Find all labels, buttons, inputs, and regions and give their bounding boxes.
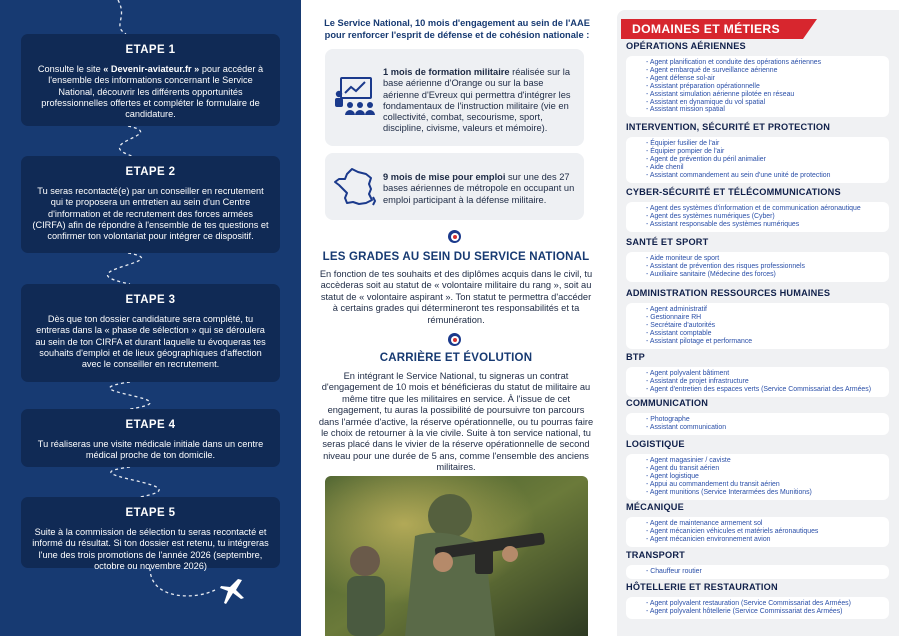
domain-title: MÉCANIQUE (626, 502, 684, 512)
job-item: - Auxiliaire sanitaire (Médecine des forces) (646, 271, 885, 279)
job-item: - Gestionnaire RH (646, 314, 885, 322)
training-icon (333, 76, 375, 116)
job-item: - Agent de prévention du péril animalier (646, 156, 885, 164)
job-item: - Équipier pompier de l'air (646, 148, 885, 156)
training-text: 1 mois de formation militaire réalisée sur la base aérienne d'Orange ou sur la base aérienne d'Evreux qui permettra d'intégrer les fondamentaux de l'instruction militaire (vie en collectivité, combat, secourisme, sport, discipline, civisme, valeurs et mémoire). (383, 67, 571, 134)
domain-title: SANTÉ ET SPORT (626, 237, 709, 247)
job-item: - Secrétaire d'autorités (646, 322, 885, 330)
step-title: ETAPE 4 (125, 419, 176, 431)
job-item: - Assistant comptable (646, 330, 885, 338)
france-map-icon (333, 167, 377, 207)
job-item: - Assistant de projet infrastructure (646, 378, 885, 386)
domains-title: DOMAINES ET MÉTIERS (632, 22, 780, 36)
job-item: - Agent administratif (646, 306, 885, 314)
service-panel (301, 0, 611, 636)
domain-section (626, 352, 891, 397)
job-item: - Assistant pilotage et performance (646, 338, 885, 346)
job-item: - Agent magasinier / caviste (646, 457, 885, 465)
job-list (626, 367, 889, 397)
job-item: - Agent polyvalent restauration (Service Commissariat des Armées) (646, 600, 885, 608)
job-item: - Équipier fusilier de l'air (646, 140, 885, 148)
job-item: - Agent polyvalent bâtiment (646, 370, 885, 378)
domain-title: OPÉRATIONS AÉRIENNES (626, 41, 746, 51)
step-title: ETAPE 5 (125, 507, 176, 519)
assignment-card (325, 153, 584, 220)
step-text: Tu réaliseras une visite médicale initiale dans un centre médical proche de ton domicile. (37, 439, 264, 461)
job-list (626, 413, 889, 435)
job-item: - Aide chenil (646, 164, 885, 172)
job-item: - Agent polyvalent hôtellerie (Service Commissariat des Armées) (646, 608, 885, 616)
job-item: - Agent munitions (Service Interarmées des Munitions) (646, 489, 885, 497)
job-list (626, 454, 889, 500)
roundel-icon (448, 333, 461, 346)
job-list (626, 137, 889, 183)
job-item: - Agent des systèmes numériques (Cyber) (646, 213, 885, 221)
domain-section (626, 439, 891, 500)
job-item: - Agent d'entretien des espaces verts (Service Commissariat des Armées) (646, 386, 885, 394)
job-item: - Aide moniteur de sport (646, 255, 885, 263)
domain-title: TRANSPORT (626, 550, 685, 560)
domain-section (626, 187, 891, 232)
job-item: - Chauffeur routier (646, 568, 885, 576)
soldier-photo (325, 476, 588, 636)
roundel-icon (448, 230, 461, 243)
assignment-text: 9 mois de mise pour emploi sur une des 27 bases aériennes de métropole en occupant un emploi participant à la défense militaire. (383, 172, 575, 205)
jet-icon (214, 578, 248, 608)
domains-panel (611, 0, 899, 636)
domain-section (626, 237, 891, 282)
grades-title: LES GRADES AU SEIN DU SERVICE NATIONAL (322, 251, 590, 263)
job-item: - Assistant préparation opérationnelle (646, 83, 885, 91)
domain-title: CYBER-SÉCURITÉ ET TÉLÉCOMMUNICATIONS (626, 187, 841, 197)
domain-section (626, 288, 891, 349)
step-title: ETAPE 3 (125, 294, 176, 306)
domain-title: COMMUNICATION (626, 398, 709, 408)
job-item: - Assistant commandement au sein d'une unité de protection (646, 172, 885, 180)
job-item: - Appui au commandement du transit aérien (646, 481, 885, 489)
steps-panel (0, 0, 301, 636)
intro-heading: Le Service National, 10 mois d'engagement au sein de l'AAE pour renforcer l'esprit de défense et de cohésion nationale : (324, 18, 590, 40)
domain-section (626, 502, 891, 547)
job-item: - Agent du transit aérien (646, 465, 885, 473)
site-link[interactable]: « Devenir-aviateur.fr » (103, 64, 200, 74)
job-list (626, 517, 889, 547)
domain-section (626, 398, 891, 435)
job-item: - Agent défense sol-air (646, 75, 885, 83)
domain-title: INTERVENTION, SÉCURITÉ ET PROTECTION (626, 122, 831, 132)
domain-title: LOGISTIQUE (626, 439, 685, 449)
job-item: - Agent logistique (646, 473, 885, 481)
step-3-card (21, 284, 280, 382)
job-item: - Agent mécanicien environnement avion (646, 536, 885, 544)
job-item: - Agent des systèmes d'information et de communication aéronautique (646, 205, 885, 213)
job-list (626, 303, 889, 349)
grades-text: En fonction de tes souhaits et des diplômes acquis dans le civil, tu accèderas soit au statut de « volontaire militaire du rang », soit au statut de « volontaire aspirant ». Ton statut te permettra d'accéder à certains grades qui détermineront tes responsabilités et ta rémunération. (319, 269, 593, 325)
job-item: - Agent planification et conduite des opérations aériennes (646, 59, 885, 67)
job-item: - Assistant en dynamique du vol spatial (646, 99, 885, 107)
job-item: - Assistant responsable des systèmes numériques (646, 221, 885, 229)
domain-title: ADMINISTRATION RESSOURCES HUMAINES (626, 288, 831, 298)
job-item: - Assistant de prévention des risques professionnels (646, 263, 885, 271)
training-card (325, 49, 584, 146)
domain-section (626, 122, 891, 183)
domain-section (626, 582, 891, 619)
domain-section (626, 550, 891, 579)
step-2-card (21, 156, 280, 253)
job-list (626, 56, 889, 117)
step-5-card (21, 497, 280, 571)
job-item: - Agent embarqué de surveillance aérienne (646, 67, 885, 75)
step-1-card (21, 34, 280, 126)
step-title: ETAPE 1 (125, 44, 176, 56)
step-text: Consulte le site « Devenir-aviateur.fr » pour accéder à l'ensemble des informations concernant le Service National, découvrir les différents opportunités professionnelles offertes et compléter le formulaire de candidature. (37, 64, 264, 120)
career-title: CARRIÈRE ET ÉVOLUTION (379, 352, 533, 364)
domain-section (626, 41, 891, 117)
domain-title: BTP (626, 352, 645, 362)
step-text: Tu seras recontacté(e) par un conseiller en recrutement qui te proposera un entretien au sein d'un Centre d'information et de recrutement des forces armées (CIRFA) afin de répondre à l'ensemble de tes questions et confirmer ton volontariat pour intégrer ce dispositif. (32, 186, 269, 242)
job-list (626, 202, 889, 232)
job-item: - Assistant communication (646, 424, 885, 432)
job-item: - Assistant mission spatial (646, 106, 885, 114)
job-item: - Photographe (646, 416, 885, 424)
job-list (626, 565, 889, 579)
step-4-card (21, 409, 280, 467)
step-text: Dès que ton dossier candidature sera complété, tu entreras dans la « phase de sélection » qui se déroulera au sein de ton CIRFA et durant laquelle tu évoqueras tes souhaits d'emploi et de lieux géographiques d'affection avec le conseiller en recrutement. (35, 314, 266, 370)
job-item: - Agent de maintenance armement sol (646, 520, 885, 528)
step-title: ETAPE 2 (125, 166, 176, 178)
domain-title: HÔTELLERIE ET RESTAURATION (626, 582, 778, 592)
job-item: - Agent mécanicien véhicules et matériels aéronautiques (646, 528, 885, 536)
job-list (626, 597, 889, 619)
career-text: En intégrant le Service National, tu signeras un contrat d'engagement de 10 mois et bénéficieras du statut de militaire au même titre que les militaires en service. À l'issue de cet engagement, tu auras la possibilité de poursuivre ton parcours dans l'armée d'active, la réserve opérationnelle, ou tu pourras faire le choix de retourner à la vie civile. Suite à ton service national, tu seras placé dans le vivier de la réserve opérationnelle de second niveau pour une durée de 5 ans, comme l'ensemble des anciens militaires. (318, 371, 594, 473)
step-text: Suite à la commission de sélection tu seras recontacté et informé du résultat. Si ton dossier est retenu, tu intégreras l'une des trois promotions de l'année 2026 (septembre, octobre ou novembre 2026) (32, 527, 269, 571)
job-list (626, 252, 889, 282)
job-item: - Assistant simulation aérienne pilotée en réseau (646, 91, 885, 99)
